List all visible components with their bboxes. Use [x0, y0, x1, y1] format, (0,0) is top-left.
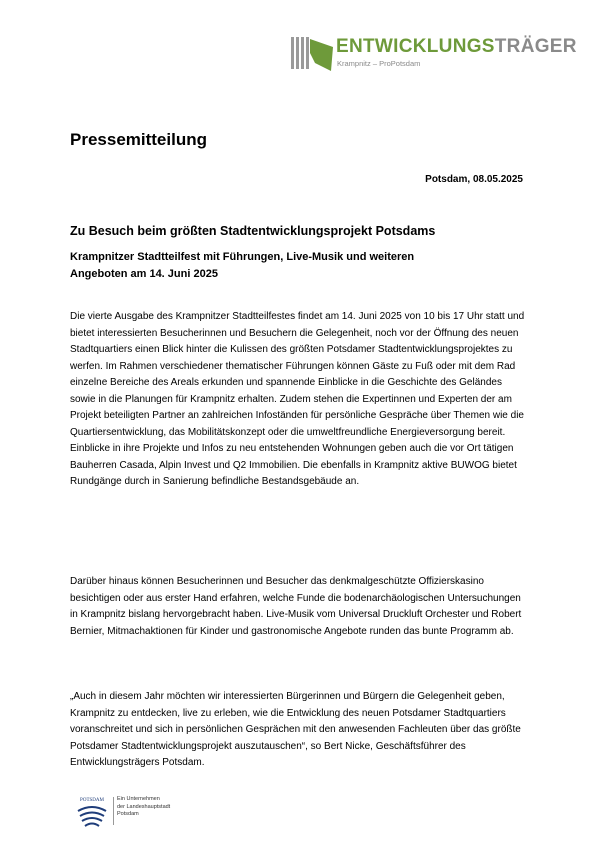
page-title: Pressemitteilung [70, 130, 207, 149]
logo-title-green: NTWICKLUNGS [348, 36, 495, 57]
footer-line-2: der Landeshauptstadt [117, 803, 171, 810]
body-paragraph-3: „Auch in diesem Jahr möchten wir interessierten Bürgerinnen und Bürgern die Gelegenheit geben, Krampnitz zu entdecken, live zu erleben, wie die Entwicklung des neuen Potsdamer Stadtquartiers voranschreitet und sich in persönlichen Gesprächen mit den anwesenden Fachleuten über das größte Potsdamer Stadtentwicklungsprojekt auszutauschen“, so Bert Nicke, Geschäftsführer des Entwicklungsträgers Potsdam. [70, 691, 521, 768]
entwicklungstraeger-logo-icon [290, 35, 334, 71]
logo-title-grey: TRÄGER [494, 36, 577, 57]
header-logo [290, 33, 577, 75]
body-paragraph-2: Darüber hinaus können Besucherinnen und Besucher das denkmalgeschützte Offizierskasino besichtigen oder aus erster Hand erfahren, welche Funde die bodenarchäologischen Untersuchungen in Krampnitz bislang hervorgebracht haben. Live-Musik vom Universal Druckluft Orchester und Robert Bernier, Mitmachaktionen für Kinder und gastronomische Angebote runden das bunte Programm ab. [70, 576, 522, 637]
press-headline: Zu Besuch beim größten Stadtentwicklungsprojekt Potsdams [70, 224, 436, 238]
footer-line-3: Potsdam [117, 811, 139, 817]
footer-line-1: Ein Unternehmen [117, 796, 160, 802]
footer-text [117, 796, 197, 819]
logo-title [336, 36, 577, 58]
logo-subtitle: Krampnitz – ProPotsdam [337, 59, 421, 68]
footer-brand [72, 795, 192, 831]
logo-title-first: E [336, 36, 349, 57]
press-subheadline: Krampnitzer Stadtteilfest mit Führungen, Live-Musik und weiteren Angeboten am 14. Juni 2025 [70, 251, 415, 280]
footer-logo-caption: POTSDAM [80, 798, 104, 803]
press-date: Potsdam, 08.05.2025 [425, 174, 523, 185]
potsdam-city-logo-icon [72, 795, 112, 831]
body-paragraph-1: Die vierte Ausgabe des Krampnitzer Stadtteilfestes findet am 14. Juni 2025 von 10 bis 17 Uhr statt und bietet interessierten Besucherinnen und Besuchern die Gelegenheit, noch vor der Öffnung des neuen Stadtquartiers einen Blick hinter die Kulissen des größten Potsdamer Stadtentwicklungsprojektes zu werfen. Im Rahmen verschiedener thematischer Führungen können Gäste zu Fuß oder mit dem Rad einzelne Bereiche des Areals erkunden und spannende Einblicke in die Geschichte des Geländes sowie in die Planungen für Krampnitz erhalten. Zudem stehen die Expertinnen und Experten der am Projekt beteiligten Partner an zahlreichen Infoständen für persönliche Gespräche über Themen wie die Quartiersentwicklung, das Mobilitätskonzept oder die umweltfreundliche Energieversorgung bereit. Einblicke in ihre Projekte und Infos zu neu entstehenden Wohnungen geben auch die vor Ort tätigen Bauherren Casada, Alpin Invest und Q2 Immobilien. Die ebenfalls in Krampnitz aktive BUWOG bietet Rundgänge durch in Sanierung befindliche Bestandsgebäude an. [70, 311, 525, 487]
footer-divider [113, 797, 114, 825]
